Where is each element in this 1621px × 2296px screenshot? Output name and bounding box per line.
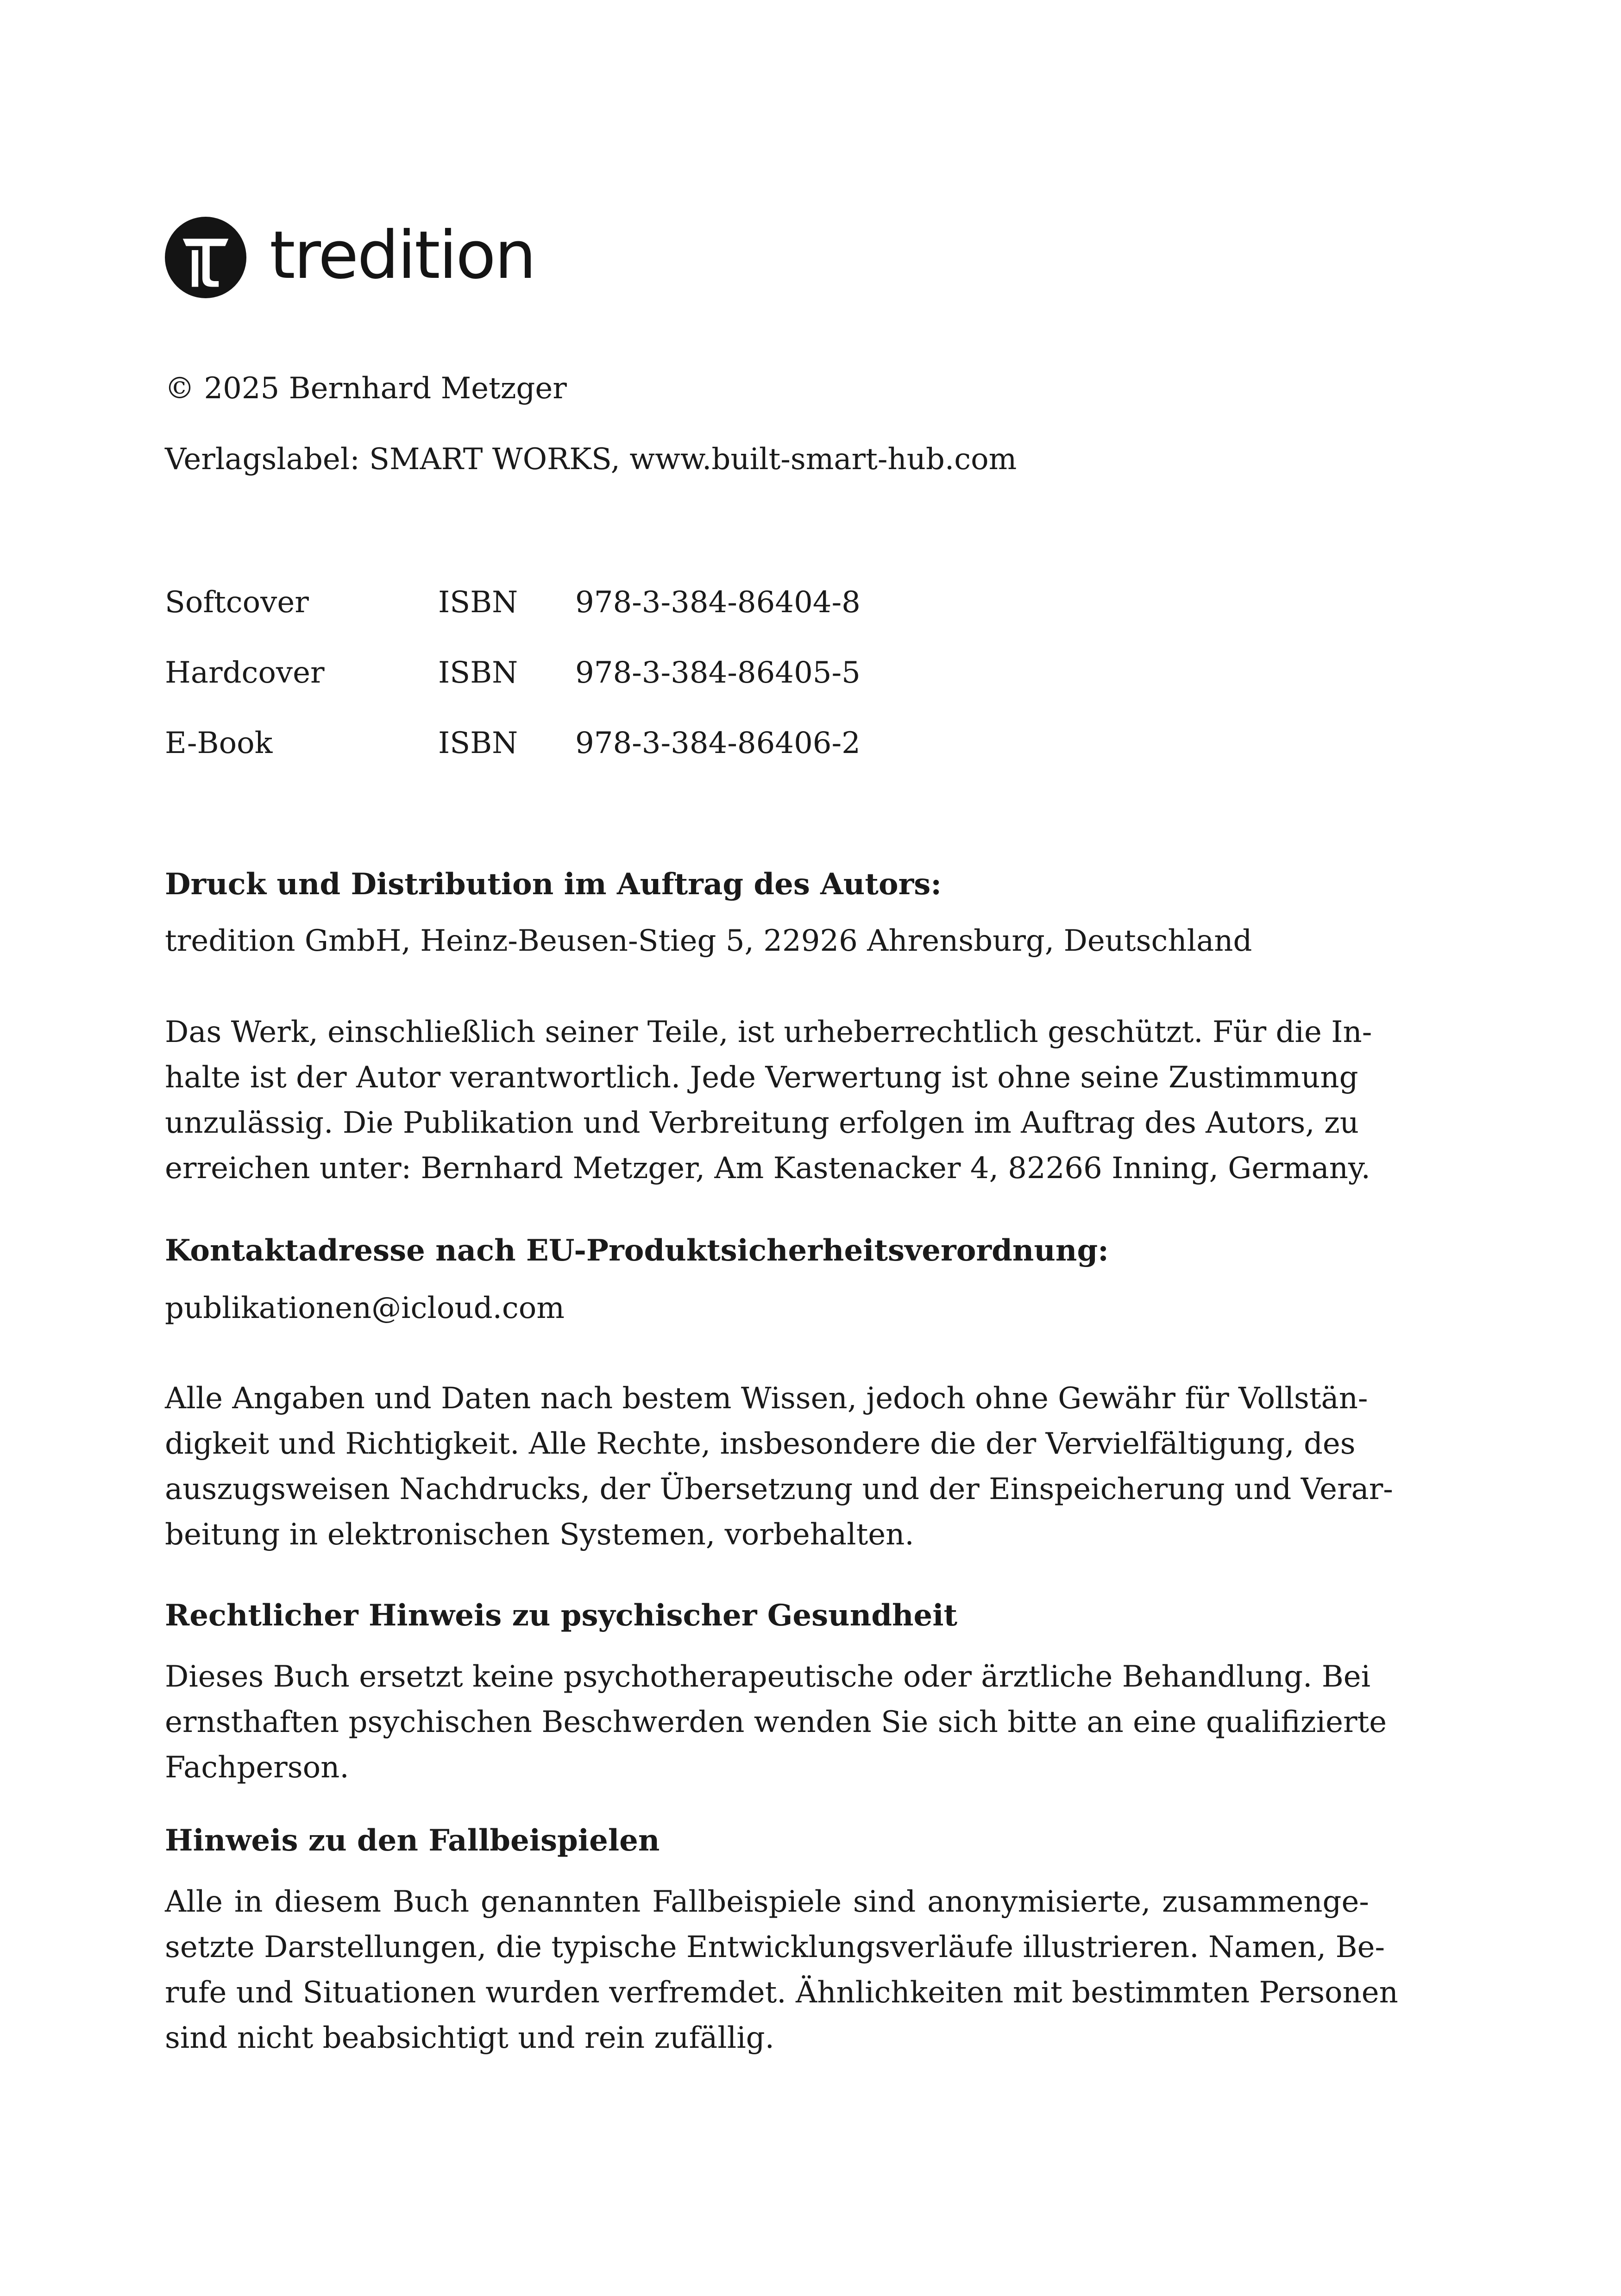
- rights-notice-line: erreichen unter: Bernhard Metzger, Am Kastenacker 4, 82266 Inning, Germany.: [165, 1151, 1370, 1186]
- rights-notice-line: Das Werk, einschließlich seiner Teile, ist urheberrechtlich geschützt. Für die In-: [165, 1015, 1372, 1049]
- isbn-format: Softcover: [165, 585, 309, 620]
- contact-email: publikationen@icloud.com: [165, 1291, 565, 1325]
- mental-health-line: Fachperson.: [165, 1750, 349, 1785]
- mental-health-heading: Rechtlicher Hinweis zu psychischer Gesundheit: [165, 1598, 958, 1633]
- disclaimer-line: beitung in elektronischen Systemen, vorbehalten.: [165, 1518, 914, 1552]
- publisher-wordmark: tredition: [270, 217, 535, 294]
- case-studies-line: sind nicht beabsichtigt und rein zufällig.: [165, 2021, 774, 2055]
- isbn-number: 978-3-384-86405-5: [575, 656, 861, 690]
- mental-health-line: ernsthaften psychischen Beschwerden wenden Sie sich bitte an eine qualifizierte: [165, 1705, 1387, 1739]
- case-studies-line: setzte Darstellungen, die typische Entwicklungsverläufe illustrieren. Namen, Be-: [165, 1930, 1385, 1964]
- isbn-number: 978-3-384-86406-2: [575, 726, 861, 760]
- label-line: Verlagslabel: SMART WORKS, www.built-smart-hub.com: [165, 442, 1017, 477]
- isbn-label: ISBN: [438, 585, 518, 620]
- disclaimer-line: Alle Angaben und Daten nach bestem Wissen, jedoch ohne Gewähr für Vollstän-: [165, 1381, 1368, 1416]
- publisher-logo: [165, 217, 535, 298]
- distribution-address: tredition GmbH, Heinz-Beusen-Stieg 5, 22926 Ahrensburg, Deutschland: [165, 924, 1252, 958]
- rights-notice-line: halte ist der Autor verantwortlich. Jede Verwertung ist ohne seine Zustimmung: [165, 1060, 1358, 1095]
- isbn-number: 978-3-384-86404-8: [575, 585, 861, 620]
- mental-health-text: [165, 1654, 1387, 1790]
- contact-heading: Kontaktadresse nach EU-Produktsicherheitsverordnung:: [165, 1233, 1109, 1268]
- rights-notice: [165, 1010, 1372, 1191]
- isbn-format: Hardcover: [165, 656, 325, 690]
- case-studies-line: rufe und Situationen wurden verfremdet. Ähnlichkeiten mit bestimmten Personen: [165, 1976, 1398, 2010]
- case-studies-heading: Hinweis zu den Fallbeispielen: [165, 1823, 660, 1858]
- disclaimer-line: auszugsweisen Nachdrucks, der Übersetzung und der Einspeicherung und Verar-: [165, 1472, 1393, 1506]
- mental-health-line: Dieses Buch ersetzt keine psychotherapeutische oder ärztliche Behandlung. Bei: [165, 1660, 1371, 1694]
- distribution-heading: Druck und Distribution im Auftrag des Autors:: [165, 867, 942, 902]
- case-studies-line: Alle in diesem Buch genannten Fallbeispiele sind anonymisierte, zusammenge-: [165, 1885, 1369, 1919]
- rights-notice-line: unzulässig. Die Publikation und Verbreitung erfolgen im Auftrag des Autors, zu: [165, 1106, 1359, 1140]
- isbn-label: ISBN: [438, 656, 518, 690]
- copyright-line: © 2025 Bernhard Metzger: [165, 371, 567, 406]
- case-studies-text: [165, 1879, 1398, 2061]
- isbn-format: E-Book: [165, 726, 273, 760]
- disclaimer: [165, 1376, 1393, 1557]
- tredition-logo-icon: [165, 217, 246, 298]
- isbn-label: ISBN: [438, 726, 518, 760]
- disclaimer-line: digkeit und Richtigkeit. Alle Rechte, insbesondere die der Vervielfältigung, des: [165, 1427, 1356, 1461]
